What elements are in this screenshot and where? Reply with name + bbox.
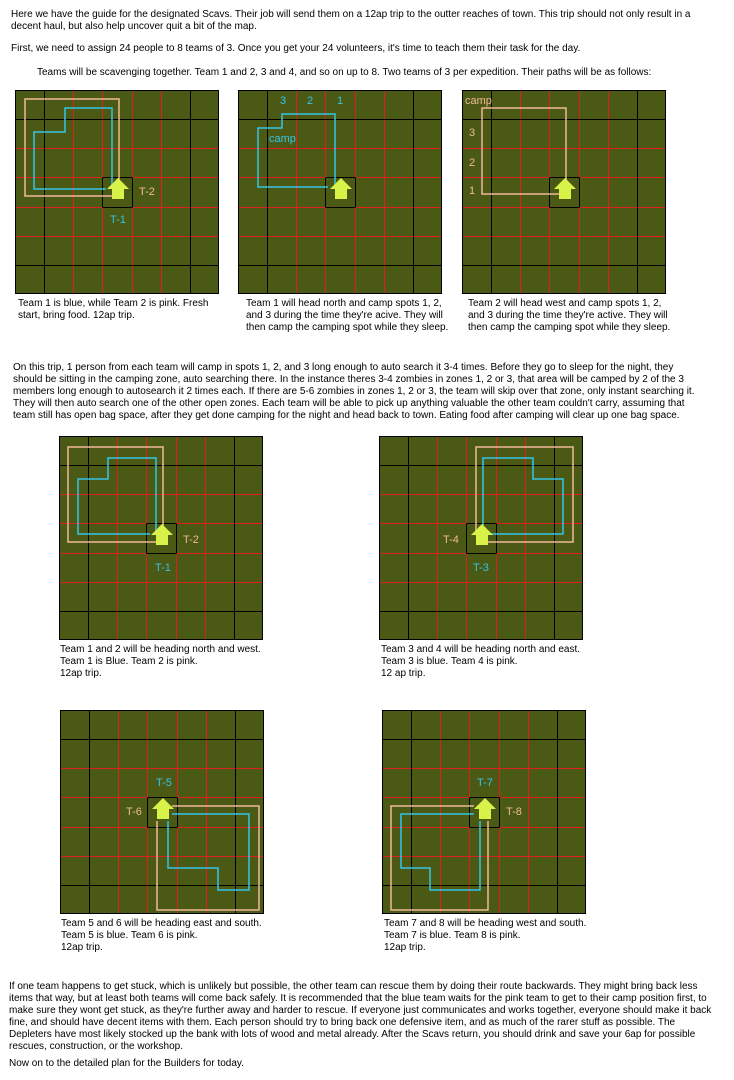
paragraph-line: team still has open bag space, after they get done camping for the night and head back to town. Eating food after camping will clear up one bag space. <box>13 410 680 421</box>
rescue-paragraph <box>9 981 711 1053</box>
caption-line: Team 1 is Blue. Team 2 is pink. <box>60 656 198 667</box>
caption-teams-5-6 <box>61 918 262 954</box>
paragraph-line: They will then auto search one of the other open zones. Each team will be able to pick up anything valuable the other team couldn't carry, assuming that <box>13 398 685 409</box>
paragraph-line: items that way, but at least both teams will come back safely. It is recommended that the blue team waits for the pink team to get to their camp position first, to <box>9 993 707 1004</box>
caption-line: Team 1 and 2 will be heading north and west. <box>60 644 261 655</box>
team-4-label: T-4 <box>443 534 459 546</box>
caption-overview <box>18 298 208 322</box>
intro-assign: First, we need to assign 24 people to 8 teams of 3. Once you get your 24 volunteers, it's time to teach them their task for the day. <box>11 43 581 54</box>
map-teams-5-6 <box>60 710 264 914</box>
caption-teams-1-2 <box>60 644 261 680</box>
team-2-label: T-2 <box>183 534 199 546</box>
spot-3-label: 3 <box>469 127 476 139</box>
spot-1-label: 1 <box>469 185 476 197</box>
trip-paragraph <box>13 362 694 422</box>
team-1-label: T-1 <box>110 214 126 226</box>
caption-teams-3-4 <box>381 644 580 680</box>
camp-label: camp <box>269 133 296 145</box>
spot-2-label: 2 <box>307 95 314 107</box>
paragraph-line: members long enough to autosearch it 2 times each. If there are 5-6 zombies in zones 1, 2 or 3, the team will skip over that zone, only instant searching it. <box>13 386 695 397</box>
caption-line: Team 2 will head west and camp spots 1, 2, <box>468 298 662 309</box>
team-7-label: T-7 <box>477 777 493 789</box>
spot-3-label: 3 <box>280 95 287 107</box>
caption-line: then camp the camping spot while they sleep. <box>468 322 671 333</box>
paragraph-line: should be sitting in the camping zone, auto searching there. In the instance theres 3-4 zombies in zones 1, 2 or 3, that area will be camped by 2 of the 3 <box>13 374 684 385</box>
paragraph-line: make sure they wont get stuck, as they're further away and harder to rescue. If everyone just communicates and works together, everyone should make it back <box>9 1005 712 1016</box>
map-teams-1-2 <box>59 436 263 640</box>
caption-line: Team 3 and 4 will be heading north and east. <box>381 644 581 655</box>
paragraph-line: On this trip, 1 person from each team will camp in spots 1, 2, and 3 long enough to auto search it 3-4 times. Before they go to sleep for the night, they <box>13 362 674 373</box>
team-5-label: T-5 <box>156 777 172 789</box>
team-8-label: T-8 <box>506 806 522 818</box>
paragraph-line: If one team happens to get stuck, which is unlikely but possible, the other team can rescue them by doing their route backwards. They might bring back less <box>9 981 698 992</box>
caption-line: Team 5 and 6 will be heading east and south. <box>61 918 262 929</box>
caption-line: Team 5 is blue. Team 6 is pink. <box>61 930 198 941</box>
caption-teams-7-8 <box>384 918 586 954</box>
caption-line: Team 3 is blue. Team 4 is pink. <box>381 656 518 667</box>
map-overview <box>15 90 219 294</box>
caption-team2-west <box>468 298 670 334</box>
caption-line: 12 ap trip. <box>381 668 426 679</box>
caption-team1-north <box>246 298 448 334</box>
caption-line: Team 1 is blue, while Team 2 is pink. Fresh <box>18 298 209 309</box>
caption-line: and 3 during the time they're acive. They will <box>246 310 443 321</box>
map-teams-7-8 <box>382 710 586 914</box>
intro-line-1: Here we have the guide for the designated Scavs. Their job will send them on a 12ap trip to the outter reaches of town. This trip should not only result in a <box>11 9 691 20</box>
team-6-label: T-6 <box>126 806 142 818</box>
map-teams-3-4 <box>379 436 583 640</box>
team-3-label: T-3 <box>473 562 489 574</box>
outro-line: Now on to the detailed plan for the Builders for today. <box>9 1058 244 1069</box>
intro-line-2: decent haul, but also help uncover quit a bit of the map. <box>11 21 257 32</box>
caption-line: Team 7 and 8 will be heading west and south. <box>384 918 587 929</box>
team-1-label: T-1 <box>155 562 171 574</box>
map-team1-north <box>238 90 442 294</box>
caption-line: start, bring food. 12ap trip. <box>18 310 135 321</box>
caption-line: 12ap trip. <box>384 942 426 953</box>
caption-line: and 3 during the time they're active. They will <box>468 310 668 321</box>
spot-2-label: 2 <box>469 157 476 169</box>
spot-1-label: 1 <box>337 95 344 107</box>
paragraph-line: rescues, construction, or the workshop. <box>9 1041 183 1052</box>
intro-teams: Teams will be scavenging together. Team 1 and 2, 3 and 4, and so on up to 8. Two teams of 3 per expedition. Their paths will be as follows: <box>37 67 652 78</box>
paragraph-line: Depleters have most likely stocked up the bank with lots of wood and metal already. After the Scavs return, you should drink and save your 6ap for possible <box>9 1029 696 1040</box>
caption-line: 12ap trip. <box>61 942 103 953</box>
caption-line: then camp the camping spot while they sleep. <box>246 322 449 333</box>
team-2-label: T-2 <box>139 186 155 198</box>
caption-line: Team 1 will head north and camp spots 1, 2, <box>246 298 442 309</box>
paragraph-line: fine, and should have decent items with them. Each person should try to bring back one defensive item, and as much of the rarer stuff as possible. The <box>9 1017 676 1028</box>
caption-line: 12ap trip. <box>60 668 102 679</box>
caption-line: Team 7 is blue. Team 8 is pink. <box>384 930 521 941</box>
map-team2-west <box>462 90 666 294</box>
camp-label: camp <box>465 95 492 107</box>
